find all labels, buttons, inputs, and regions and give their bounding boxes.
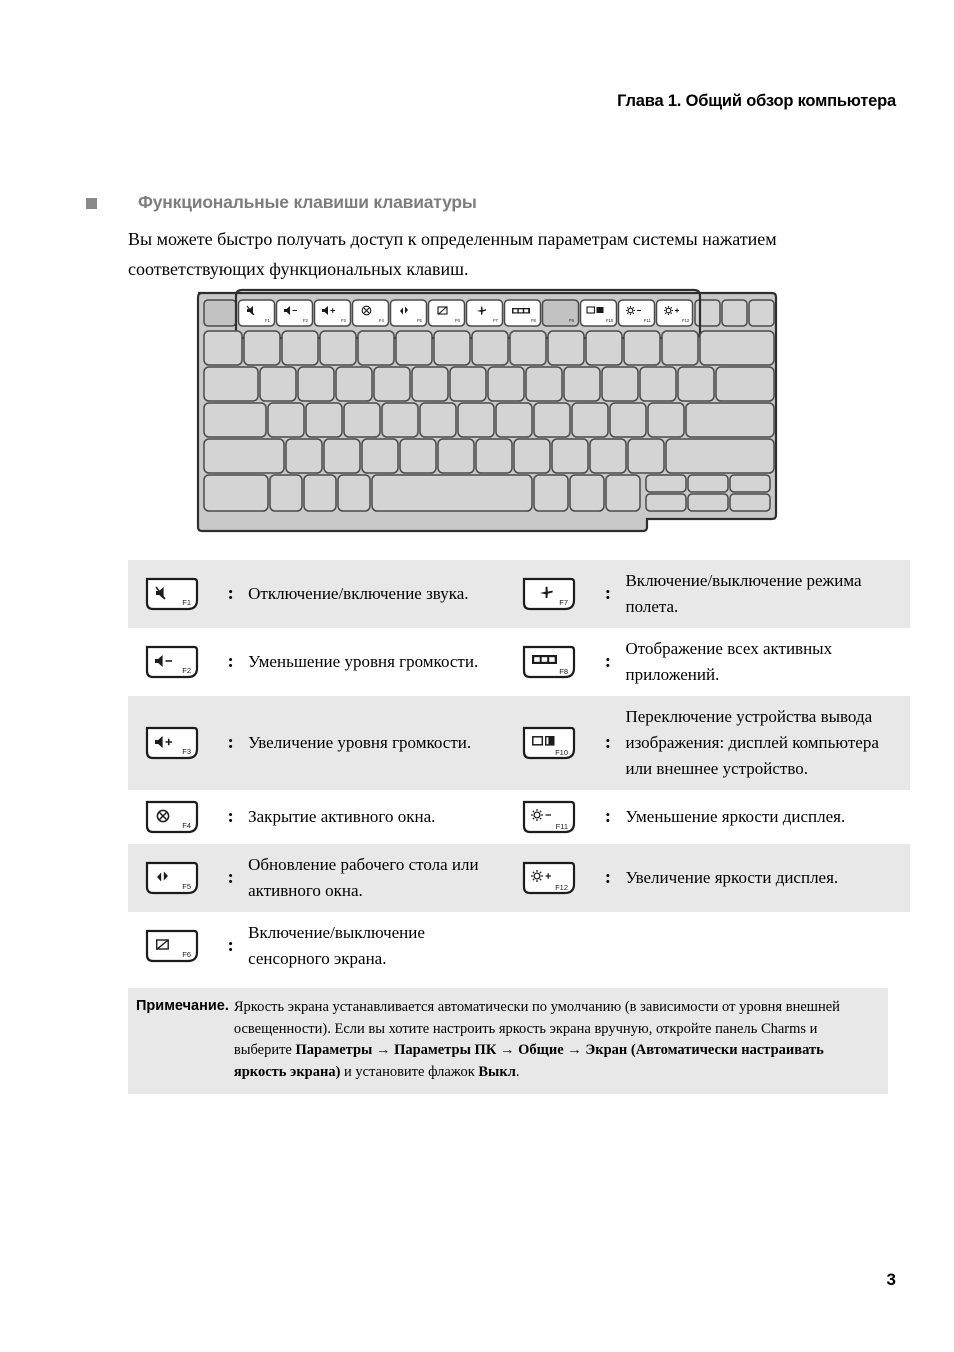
colon-separator: : (227, 732, 234, 753)
table-row (128, 912, 910, 980)
note-box (128, 988, 888, 1094)
key-cell-f3 (128, 696, 227, 790)
key-description: Увеличение уровня громкости. (248, 733, 472, 752)
key-label: F6 (182, 950, 191, 959)
note-text-run: и установите флажок (340, 1063, 479, 1080)
key-cell-f2 (128, 628, 227, 696)
key-label: F10 (555, 748, 569, 757)
key-description: Уменьшение уровня громкости. (248, 652, 479, 671)
display-switch-icon (521, 725, 577, 761)
key-label: F1 (182, 598, 191, 607)
svg-text:F8: F8 (531, 318, 536, 323)
colon-separator: : (227, 867, 234, 888)
function-key-row (204, 300, 774, 326)
function-keys-table-body (128, 560, 910, 980)
airplane-icon (521, 576, 577, 612)
svg-text:F12: F12 (682, 318, 690, 323)
key-description: Отображение всех активных приложений. (625, 639, 833, 684)
key-cell-f12 (513, 844, 604, 912)
colon-separator: : (604, 867, 612, 888)
svg-text:F2: F2 (303, 318, 308, 323)
key-cell-f11 (513, 790, 604, 844)
task-view-icon (521, 644, 577, 680)
key-description: Включение/выключение режима полета. (625, 571, 862, 616)
colon-separator: : (227, 935, 234, 956)
key-description: Уменьшение яркости дисплея. (625, 807, 846, 826)
svg-text:F9: F9 (569, 318, 574, 323)
colon-separator: : (604, 583, 612, 604)
page-number: 3 (886, 1270, 896, 1289)
note-text-run: Яркость экрана устанавливается автоматически по умолчанию (в зависимости от уровня внешней освещенности). Если вы хотите настроить яркость экрана вручную, откройте панель Charms и выберите (233, 999, 840, 1058)
table-row (128, 790, 910, 844)
note-label: Примечание. (136, 998, 229, 1014)
keyboard-diagram-svg (192, 284, 778, 536)
section-title: Функциональные клавиши клавиатуры (138, 192, 477, 212)
brightness-down-icon (521, 799, 577, 835)
colon-empty (605, 912, 626, 980)
colon-separator: : (604, 806, 612, 827)
key-description: Обновление рабочего стола или активного окна. (248, 855, 479, 900)
colon-separator: : (227, 651, 234, 672)
svg-text:F3: F3 (341, 318, 346, 323)
colon-separator: : (604, 651, 612, 672)
key-label: F2 (182, 666, 191, 675)
table-row (128, 844, 910, 912)
key-description-empty (625, 912, 910, 980)
section-heading (86, 192, 477, 213)
key-description: Закрытие активного окна. (248, 807, 436, 826)
table-row (128, 628, 910, 696)
table-row (128, 696, 910, 790)
svg-text:F1: F1 (265, 318, 270, 323)
close-window-icon (144, 799, 200, 835)
intro-paragraph: Вы можете быстро получать доступ к определенным параметрам системы нажатием соответствующих функциональных клавиш. (128, 229, 777, 279)
key-description: Увеличение яркости дисплея. (625, 868, 839, 887)
key-cell-f8 (513, 628, 604, 696)
note-inner (136, 997, 876, 1083)
key-description: Отключение/включение звука. (248, 584, 469, 603)
note-bold-run: Параметры → Параметры ПК → Общие → Экран (Автоматически настраивать яркость экрана) (233, 1042, 824, 1080)
key-cell-f10 (513, 696, 604, 790)
touchpad-off-icon (144, 928, 200, 964)
note-text (234, 997, 876, 1083)
key-label: F11 (555, 822, 569, 831)
note-text-run: . (515, 1063, 520, 1080)
keyboard-illustration (192, 284, 778, 536)
note-bold-run: Выкл (478, 1063, 516, 1080)
colon-separator: : (227, 806, 234, 827)
svg-text:F5: F5 (417, 318, 422, 323)
function-keys-table (128, 560, 910, 980)
key-label: F7 (559, 598, 569, 607)
svg-text:F11: F11 (644, 318, 651, 323)
key-cell-f5 (128, 844, 227, 912)
svg-text:F4: F4 (379, 318, 384, 323)
colon-separator: : (227, 583, 234, 604)
volume-up-icon (144, 725, 200, 761)
svg-text:F10: F10 (606, 318, 614, 323)
key-label: F12 (555, 883, 569, 892)
key-cell-f7 (513, 560, 604, 628)
key-label: F8 (559, 667, 569, 676)
mute-speaker-icon (144, 576, 200, 612)
colon-separator: : (604, 732, 612, 753)
key-label: F3 (182, 747, 191, 756)
svg-text:F6: F6 (455, 318, 460, 323)
square-bullet-icon (86, 198, 97, 209)
key-description: Переключение устройства вывода изображения: дисплей компьютера или внешнее устройство. (625, 707, 879, 778)
key-label: F4 (182, 821, 191, 830)
refresh-icon (144, 860, 200, 896)
key-label: F5 (182, 882, 191, 891)
key-cell-f6 (128, 912, 227, 980)
key-description: Включение/выключение сенсорного экрана. (248, 923, 425, 968)
key-cell-empty (513, 912, 604, 980)
chapter-header: Глава 1. Общий обзор компьютера (617, 92, 896, 110)
svg-text:F7: F7 (493, 318, 498, 323)
volume-down-icon (144, 644, 200, 680)
table-row (128, 560, 910, 628)
key-cell-f1 (128, 560, 227, 628)
key-cell-f4 (128, 790, 227, 844)
brightness-up-icon (521, 860, 577, 896)
